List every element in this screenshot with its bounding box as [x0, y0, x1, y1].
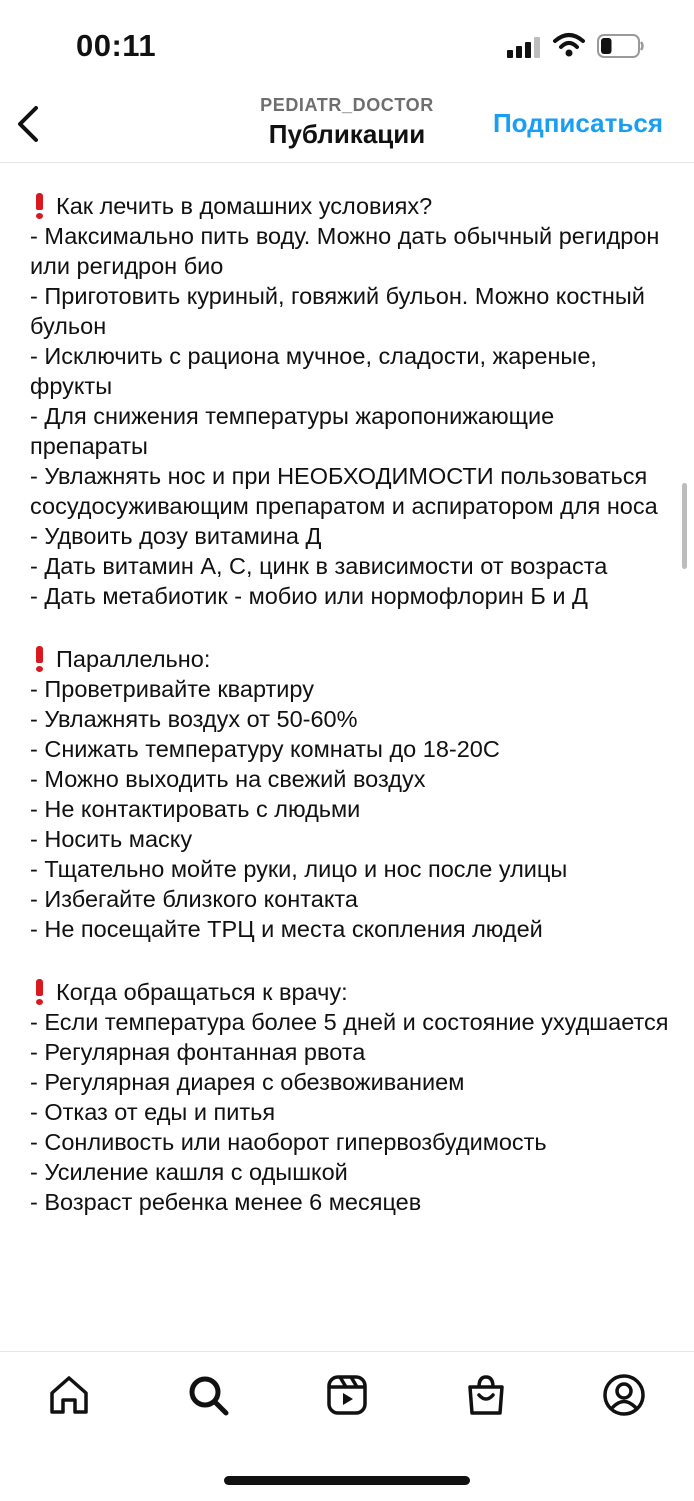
caption-line: - Отказ от еды и питья: [30, 1099, 276, 1125]
tab-profile[interactable]: [602, 1373, 646, 1417]
caption-line: - Усиление кашля с одышкой: [30, 1159, 348, 1185]
caption-line: - Проветривайте квартиру: [30, 676, 314, 702]
caption-line: - Не посещайте ТРЦ и места скопления людей: [30, 916, 543, 942]
caption-line: - Дать витамин А, С, цинк в зависимости от возраста: [30, 553, 608, 579]
caption-line: - Снижать температуру комнаты до 18-20С: [30, 736, 500, 762]
red-exclamation-icon: [34, 979, 44, 1005]
tab-home[interactable]: [47, 1373, 91, 1417]
caption-line: - Увлажнять нос и при НЕОБХОДИМОСТИ пользоваться сосудосуживающим препаратом и аспиратором для носа: [30, 463, 658, 519]
caption-line: - Дать метабиотик - мобио или нормофлорин Б и Д: [30, 583, 588, 609]
caption-line: - Избегайте близкого контакта: [30, 886, 358, 912]
caption-line: - Тщательно мойте руки, лицо и нос после улицы: [30, 856, 568, 882]
red-exclamation-icon: [34, 646, 44, 672]
home-icon: [47, 1373, 91, 1417]
search-icon: [186, 1373, 230, 1417]
home-indicator: [224, 1476, 470, 1485]
caption-line: - Если температура более 5 дней и состояние ухудшается: [30, 1009, 669, 1035]
reels-icon: [325, 1373, 369, 1417]
caption-line: - Можно выходить на свежий воздух: [30, 766, 426, 792]
page-title: Публикации: [268, 119, 426, 149]
shop-icon: [464, 1373, 508, 1417]
tab-reels[interactable]: [325, 1373, 369, 1417]
caption-line: - Удвоить дозу витамина Д: [30, 523, 322, 549]
section-heading-text: Как лечить в домашних условиях?: [56, 193, 433, 219]
red-exclamation-icon: [34, 193, 44, 219]
section-gap: [30, 611, 670, 644]
caption-line: - Для снижения температуры жаропонижающие препараты: [30, 403, 555, 459]
caption-line: - Сонливость или наоборот гипервозбудимость: [30, 1129, 547, 1155]
section-heading-text: Когда обращаться к врачу:: [56, 979, 348, 1005]
tab-shop[interactable]: [464, 1373, 508, 1417]
caption-line: - Возраст ребенка менее 6 месяцев: [30, 1189, 422, 1215]
caption-line: - Приготовить куриный, говяжий бульон. Можно костный бульон: [30, 283, 645, 339]
caption-line: - Увлажнять воздух от 50-60%: [30, 706, 358, 732]
section-heading: [30, 644, 670, 674]
section-heading: [30, 977, 670, 1007]
caption-line: - Не контактировать с людьми: [30, 796, 361, 822]
account-username: PEDIATR_DOCTOR: [260, 95, 434, 115]
section-heading: [30, 191, 670, 221]
caption-line: - Носить маску: [30, 826, 193, 852]
follow-button[interactable]: Подписаться: [492, 108, 663, 138]
battery-icon: [597, 34, 645, 58]
status-time: 00:11: [76, 28, 157, 63]
caption-line: - Регулярная диарея с обезвоживанием: [30, 1069, 465, 1095]
post-caption: [0, 163, 694, 1351]
caption-line: - Максимально пить воду. Можно дать обычный регидрон или регидрон био: [30, 223, 660, 279]
wifi-icon: [553, 32, 585, 58]
nav-header: [0, 92, 694, 163]
caption-line: - Исключить с рациона мучное, сладости, жареные, фрукты: [30, 343, 597, 399]
cellular-signal-icon: [507, 36, 543, 58]
tab-search[interactable]: [186, 1373, 230, 1417]
scrollbar[interactable]: [682, 483, 687, 569]
section-heading-text: Параллельно:: [56, 646, 211, 672]
status-bar: [0, 0, 694, 92]
caption-text: [30, 191, 670, 1217]
section-gap: [30, 944, 670, 977]
caption-line: - Регулярная фонтанная рвота: [30, 1039, 366, 1065]
bottom-tab-bar: [0, 1351, 694, 1501]
profile-icon: [602, 1373, 646, 1417]
